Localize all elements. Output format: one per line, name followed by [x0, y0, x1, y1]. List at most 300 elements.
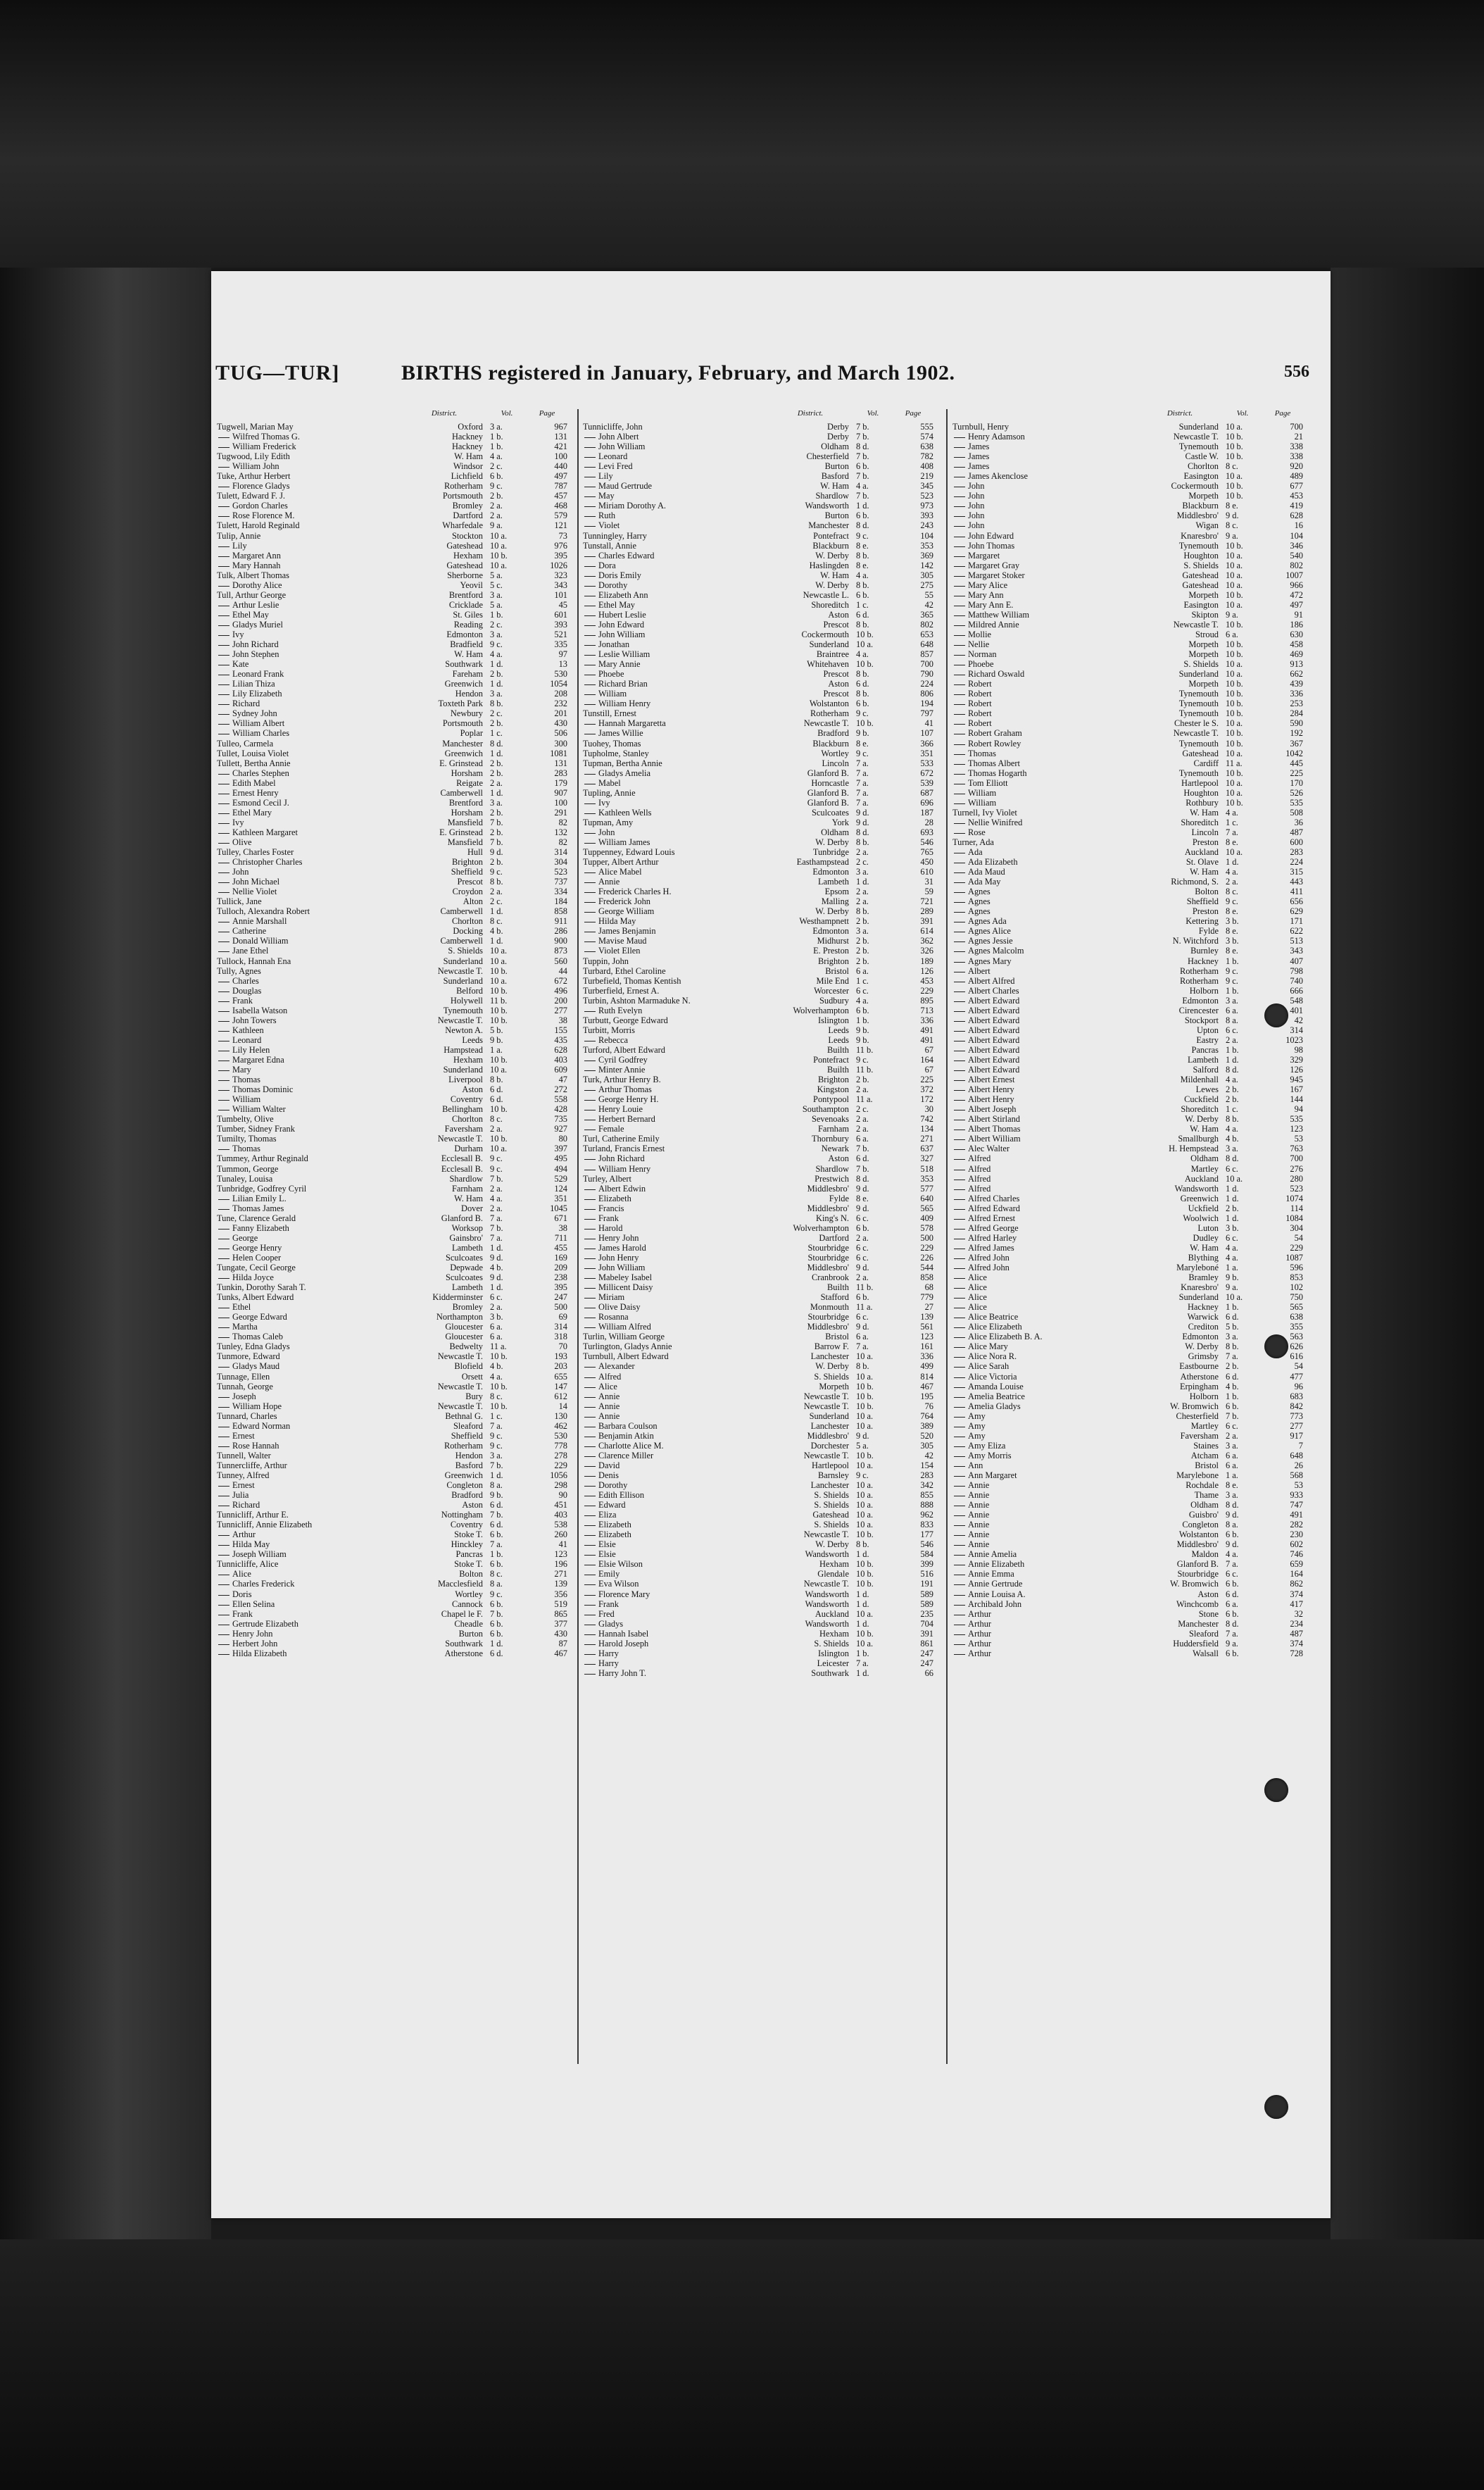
entry-name-text: Albert William: [968, 1134, 1021, 1144]
entry-volume: 1 d.: [490, 936, 503, 946]
entry-name: [217, 1421, 483, 1431]
entry-volume: 10 b.: [856, 629, 874, 639]
register-entry: [583, 1401, 936, 1411]
entry-district: Prestwich: [815, 1173, 849, 1184]
entry-volume: 9 d.: [856, 1183, 869, 1194]
entry-name-text: Hubert Leslie: [598, 609, 646, 620]
entry-page: 326: [920, 946, 933, 956]
register-entry: [583, 1015, 936, 1025]
entry-name-text: Gladys Maud: [232, 1361, 280, 1372]
entry-page: 443: [1290, 877, 1303, 887]
entry-name: [952, 442, 1219, 451]
entry-volume: 3 a.: [1226, 1144, 1238, 1154]
entry-page: 201: [554, 708, 567, 719]
entry-district: Gateshead: [1182, 570, 1219, 580]
entry-name-text: Jane Ethel: [232, 946, 269, 956]
entry-volume: 10 b.: [1226, 699, 1243, 709]
entry-district: Prescot: [457, 877, 483, 887]
entry-district: St. Giles: [453, 609, 483, 620]
entry-name: [952, 1629, 1219, 1639]
register-entry: [217, 1609, 569, 1619]
entry-name-text: Miriam: [598, 1292, 625, 1303]
entry-volume: 8 d.: [1226, 1500, 1239, 1510]
entry-name: [952, 699, 1219, 708]
entry-page: 655: [554, 1371, 567, 1382]
entry-name-text: Rose Florence M.: [232, 511, 295, 521]
entry-name-text: Tunley, Edna Gladys: [217, 1341, 290, 1352]
entry-district: Newcastle T.: [803, 1450, 849, 1460]
entry-name: [952, 739, 1219, 749]
register-entry: [583, 986, 936, 996]
entry-volume: 7 b.: [490, 817, 503, 827]
entry-district: Greenwich: [1180, 1193, 1219, 1203]
entry-volume: 9 c.: [490, 481, 503, 492]
entry-volume: 2 b.: [856, 916, 869, 927]
register-entry: [583, 442, 936, 451]
entry-name: [583, 1520, 849, 1529]
entry-page: 31: [924, 877, 933, 887]
entry-page: 472: [1290, 589, 1303, 600]
entry-name-text: Agnes: [968, 896, 991, 907]
entry-volume: 4 a.: [856, 570, 869, 580]
entry-page: 314: [554, 1322, 567, 1332]
entry-name: [217, 857, 483, 867]
register-entry: [217, 471, 569, 481]
entry-name-text: Ruth: [598, 511, 616, 521]
entry-page: 132: [554, 827, 567, 837]
entry-name: [583, 887, 849, 896]
entry-name: [217, 1361, 483, 1371]
entry-page: 506: [554, 728, 567, 739]
entry-name: [217, 1075, 483, 1084]
entry-name-text: Robert: [968, 679, 992, 689]
entry-name: [217, 1194, 483, 1203]
entry-district: Walsall: [1193, 1648, 1219, 1658]
register-entry: [217, 1104, 569, 1114]
entry-volume: 9 d.: [856, 1322, 869, 1332]
register-entry: [952, 1539, 1304, 1549]
entry-district: Stourbridge: [807, 1252, 849, 1263]
entry-name: [952, 887, 1219, 896]
entry-page: 280: [1290, 1173, 1303, 1184]
entry-district: Rotherham: [1179, 975, 1219, 986]
entry-volume: 7 a.: [856, 1658, 869, 1668]
entry-name-text: Ernest: [232, 1430, 255, 1441]
entry-volume: 2 b.: [1226, 1094, 1239, 1105]
entry-name-text: Arthur Leslie: [232, 599, 279, 610]
entry-name: [952, 689, 1219, 699]
entry-name-text: Annie: [598, 1391, 620, 1401]
entry-name-text: Mollie: [968, 629, 992, 639]
entry-district: Martley: [1190, 1163, 1219, 1174]
entry-name: [583, 432, 849, 442]
entry-district: Tynemouth: [1178, 699, 1219, 709]
register-entry: [217, 867, 569, 877]
entry-district: Rochdale: [1186, 1480, 1219, 1491]
register-entry: [952, 1549, 1304, 1559]
entry-volume: 2 b.: [856, 956, 869, 966]
entry-name-text: Robert: [968, 699, 992, 709]
entry-volume: 7 a.: [490, 1539, 503, 1550]
register-entry: [952, 1084, 1304, 1094]
entry-page: 458: [1290, 639, 1303, 650]
entry-district: N. Witchford: [1172, 936, 1219, 946]
entry-name: [952, 1559, 1219, 1569]
entry-name: [952, 1174, 1219, 1184]
entry-district: Auckland: [1184, 1173, 1219, 1184]
entry-volume: 10 b.: [490, 1055, 508, 1065]
entry-page: 672: [554, 975, 567, 986]
entry-page: 96: [1294, 1381, 1303, 1391]
entry-volume: 10 b.: [490, 1351, 508, 1362]
entry-name: [217, 699, 483, 708]
register-entry: [952, 551, 1304, 561]
register-entry: [583, 1441, 936, 1451]
entry-name: [583, 630, 849, 639]
entry-page: 28: [924, 817, 933, 827]
entry-name-text: Mary: [232, 1065, 251, 1075]
entry-name: [952, 1391, 1219, 1401]
entry-name-text: Tull, Arthur George: [217, 589, 287, 600]
entry-volume: 3 b.: [1226, 936, 1239, 946]
entry-page: 616: [1290, 1351, 1303, 1362]
register-entry: [583, 580, 936, 590]
entry-district: Chesterfield: [1176, 1410, 1219, 1421]
entry-name: [952, 1529, 1219, 1539]
entry-district: Sheffield: [1186, 896, 1219, 907]
entry-name: [217, 1569, 483, 1579]
entry-volume: 10 a.: [1226, 422, 1243, 432]
entry-district: Monmouth: [810, 1302, 849, 1313]
entry-name-text: Mary Hannah: [232, 560, 281, 570]
entry-name: [217, 1589, 483, 1599]
entry-name: [583, 1382, 849, 1391]
entry-name: [952, 1411, 1219, 1421]
register-entry: [217, 1035, 569, 1045]
register-entry: [952, 1174, 1304, 1184]
entry-name-text: Harold Joseph: [598, 1638, 649, 1648]
register-entry: [583, 718, 936, 728]
entry-name-text: John: [232, 867, 249, 877]
entry-district: Tynemouth: [1178, 540, 1219, 551]
entry-volume: 7 b.: [490, 1460, 503, 1470]
entry-district: Aston: [828, 1153, 849, 1164]
entry-name: [217, 1292, 483, 1302]
entry-name-text: Elsie: [598, 1549, 616, 1560]
entry-district: Gateshead: [1182, 580, 1219, 590]
entry-name: [217, 847, 483, 857]
entry-volume: 6 c.: [1226, 1163, 1238, 1174]
entry-name-text: Alec Walter: [968, 1144, 1010, 1154]
entry-district: E. Grinstead: [439, 827, 483, 837]
entry-name: [217, 1312, 483, 1322]
entry-district: Kingston: [817, 1084, 849, 1095]
register-entry: [952, 1361, 1304, 1371]
register-entry: [583, 1361, 936, 1371]
register-entry: [583, 847, 936, 857]
entry-district: S. Shields: [814, 1371, 849, 1382]
entry-name-text: Edith Ellison: [598, 1490, 645, 1501]
entry-name: [952, 877, 1219, 887]
entry-district: Sunderland: [443, 956, 483, 966]
entry-volume: 10 b.: [856, 1569, 874, 1579]
register-entry: [952, 1639, 1304, 1648]
entry-district: Glanford B.: [807, 797, 849, 808]
entry-name-text: Minter Annie: [598, 1065, 646, 1075]
entry-name: [952, 788, 1219, 798]
entry-district: Gateshead: [446, 560, 483, 570]
entry-volume: 8 c.: [1226, 461, 1238, 472]
entry-name: [217, 1510, 483, 1520]
entry-name: [952, 1292, 1219, 1302]
entry-page: 833: [920, 1520, 933, 1530]
punch-hole: [1264, 1003, 1288, 1027]
entry-page: 90: [558, 1490, 567, 1501]
entry-volume: 4 a.: [490, 1193, 503, 1203]
entry-name-text: Albert: [968, 965, 991, 976]
entry-district: Newcastle T.: [803, 1391, 849, 1401]
entry-page: 53: [1294, 1480, 1303, 1491]
entry-district: Bristol: [825, 1332, 849, 1342]
vol-heading: Vol.: [1236, 409, 1249, 418]
entry-name: [583, 1045, 849, 1055]
entry-name-text: George Henry H.: [598, 1094, 659, 1105]
entry-page: 139: [554, 1579, 567, 1589]
entry-name-text: Tugwood, Lily Edith: [217, 451, 290, 462]
entry-district: Sunderland: [1178, 1292, 1219, 1303]
entry-volume: 9 d.: [856, 1262, 869, 1272]
register-entry: [952, 1559, 1304, 1569]
entry-page: 579: [554, 511, 567, 521]
entry-name-text: Agnes Ada: [968, 916, 1007, 927]
entry-district: Lincoln: [1191, 827, 1219, 837]
register-entry: [952, 1609, 1304, 1619]
entry-name: [583, 1589, 849, 1599]
register-entry: [952, 511, 1304, 520]
entry-name-text: Isabella Watson: [232, 1005, 288, 1015]
entry-district: Bradford: [451, 1490, 483, 1501]
entry-district: Brentford: [448, 797, 483, 808]
entry-name: [217, 976, 483, 986]
register-entry: [217, 1174, 569, 1184]
entry-name: [583, 1104, 849, 1114]
entry-district: Edmonton: [446, 629, 483, 639]
entry-name-text: Alfred: [968, 1173, 991, 1184]
entry-name: [217, 1490, 483, 1500]
register-entry: [952, 1243, 1304, 1253]
register-entry: [583, 1639, 936, 1648]
entry-page: 535: [1290, 797, 1303, 808]
entry-page: 491: [920, 1025, 933, 1035]
entry-page: 300: [554, 738, 567, 749]
entry-volume: 2 a.: [856, 1114, 869, 1125]
entry-name-text: Turland, Francis Ernest: [583, 1144, 665, 1154]
entry-name: [217, 1253, 483, 1263]
entry-volume: 4 b.: [1226, 1134, 1239, 1144]
register-entry: [583, 867, 936, 877]
entry-name: [217, 1401, 483, 1411]
entry-district: Crediton: [1188, 1322, 1219, 1332]
entry-name-text: Douglas: [232, 985, 262, 996]
entry-district: Wolverhampton: [793, 1222, 849, 1233]
entry-page: 305: [920, 1440, 933, 1451]
entry-name: [952, 1243, 1219, 1253]
register-entry: [952, 1648, 1304, 1658]
register-entry: [217, 1094, 569, 1104]
entry-name: [583, 996, 849, 1006]
entry-name: [583, 916, 849, 926]
entry-page: 622: [1290, 926, 1303, 937]
entry-district: Chester le S.: [1174, 718, 1219, 729]
register-entry: [217, 1065, 569, 1075]
register-entry: [217, 1382, 569, 1391]
entry-name-text: Albert Edward: [968, 1005, 1020, 1015]
entry-name: [583, 669, 849, 679]
entry-volume: 7 a.: [1226, 1559, 1238, 1570]
entry-name-text: Emily: [598, 1569, 620, 1579]
entry-name-text: Alice Nora R.: [968, 1351, 1017, 1362]
entry-page: 687: [920, 787, 933, 798]
column-divider: [577, 409, 579, 2064]
entry-name-text: Turbutt, George Edward: [583, 1015, 668, 1025]
entry-volume: 1 b.: [856, 1648, 869, 1658]
entry-volume: 2 a.: [490, 511, 503, 521]
entry-name: [217, 501, 483, 511]
entry-district: Chesterfield: [806, 451, 849, 462]
entry-page: 247: [920, 1648, 933, 1658]
entry-district: Chapel le F.: [441, 1608, 483, 1619]
register-entry: [952, 501, 1304, 511]
entry-district: Wolstanton: [1178, 1529, 1219, 1540]
register-entry: [952, 1500, 1304, 1510]
entry-district: Stafford: [820, 1292, 849, 1303]
entry-page: 530: [554, 1430, 567, 1441]
register-entry: [217, 442, 569, 451]
register-entry: [952, 877, 1304, 887]
entry-volume: 9 b.: [490, 1034, 503, 1045]
register-entry: [952, 1579, 1304, 1589]
entry-volume: 1 d.: [490, 1242, 503, 1253]
entry-page: 873: [554, 946, 567, 956]
register-entry: [583, 1589, 936, 1599]
register-entry: [217, 896, 569, 906]
entry-name-text: Ivy: [232, 817, 244, 827]
register-entry: [217, 1045, 569, 1055]
entry-volume: 10 a.: [856, 1371, 874, 1382]
register-entry: [217, 1124, 569, 1134]
entry-name-text: Arthur Thomas: [598, 1084, 652, 1095]
entry-name: [217, 708, 483, 718]
register-entry: [217, 798, 569, 808]
entry-page: 69: [558, 1312, 567, 1322]
entry-district: Wharfedale: [442, 520, 483, 531]
entry-name-text: Arthur: [968, 1628, 992, 1639]
entry-name: [952, 708, 1219, 718]
entry-district: Northampton: [436, 1312, 483, 1322]
entry-name-text: Thomas: [232, 1075, 260, 1085]
entry-district: Sherborne: [447, 570, 483, 580]
entry-district: Bramley: [1188, 1272, 1219, 1283]
entry-page: 538: [554, 1520, 567, 1530]
entry-district: Gateshead: [812, 1510, 849, 1520]
entry-district: Rotherham: [1179, 965, 1219, 976]
entry-name-text: John: [968, 481, 985, 492]
entry-volume: 8 b.: [856, 550, 869, 561]
entry-district: Lewes: [1195, 1084, 1219, 1095]
entry-page: 366: [920, 738, 933, 749]
entry-page: 782: [920, 451, 933, 462]
entry-district: Cheadle: [454, 1618, 483, 1629]
entry-district: Sleaford: [453, 1420, 483, 1431]
register-entry: [952, 1460, 1304, 1470]
entry-name-text: Kathleen Wells: [598, 807, 652, 818]
entry-page: 499: [920, 1361, 933, 1372]
entry-page: 500: [554, 1302, 567, 1313]
register-entry: [583, 1312, 936, 1322]
register-entry: [217, 669, 569, 679]
register-entry: [583, 531, 936, 541]
entry-name: [583, 946, 849, 956]
register-entry: [217, 916, 569, 926]
entry-page: 740: [1290, 975, 1303, 986]
entry-name: [952, 580, 1219, 590]
entry-name-text: John Thomas: [968, 540, 1015, 551]
entry-volume: 9 b.: [856, 728, 869, 739]
entry-page: 526: [1290, 787, 1303, 798]
entry-name-text: Fred: [598, 1608, 615, 1619]
entry-name-text: Wilfred Thomas G.: [232, 432, 300, 442]
entry-volume: 9 a.: [1226, 1282, 1238, 1293]
entry-name-text: Amy: [968, 1430, 986, 1441]
entry-volume: 8 c.: [1226, 887, 1238, 897]
entry-name-text: Barbara Coulson: [598, 1420, 658, 1431]
entry-district: Worksop: [451, 1222, 483, 1233]
entry-page: 453: [1290, 491, 1303, 501]
entry-volume: 10 a.: [490, 975, 508, 986]
register-entry: [583, 1431, 936, 1441]
entry-volume: 6 d.: [1226, 1589, 1239, 1599]
entry-page: 131: [554, 432, 567, 442]
entry-volume: 11 b.: [490, 995, 508, 1006]
register-entry: [583, 976, 936, 986]
register-entry: [217, 639, 569, 649]
entry-name-text: William Henry: [598, 699, 651, 709]
entry-name-text: Benjamin Atkin: [598, 1430, 654, 1441]
entry-volume: 9 c.: [490, 639, 503, 650]
entry-volume: 10 a.: [1226, 471, 1243, 482]
register-entry: [217, 808, 569, 818]
entry-name-text: Albert Henry: [968, 1084, 1014, 1095]
entry-volume: 1 d.: [490, 1282, 503, 1293]
entry-name-text: Harry: [598, 1648, 619, 1658]
entry-name-text: Hannah Margaretta: [598, 718, 666, 729]
entry-name-text: John Henry: [598, 1252, 639, 1263]
entry-name-text: Lily Helen: [232, 1044, 270, 1055]
entry-name: [583, 1194, 849, 1203]
entry-district: Faversham: [1180, 1430, 1219, 1441]
entry-volume: 10 b.: [1226, 689, 1243, 699]
entry-volume: 10 a.: [856, 1410, 874, 1421]
register-entry: [217, 570, 569, 580]
entry-name-text: Turley, Albert: [583, 1173, 631, 1184]
entry-page: 508: [1290, 807, 1303, 818]
district-heading: District.: [431, 409, 458, 418]
entry-district: Reading: [453, 619, 483, 630]
entry-name-text: Elizabeth: [598, 1193, 631, 1203]
entry-name: [217, 689, 483, 699]
entry-page: 862: [1290, 1579, 1303, 1589]
entry-page: 260: [554, 1529, 567, 1540]
